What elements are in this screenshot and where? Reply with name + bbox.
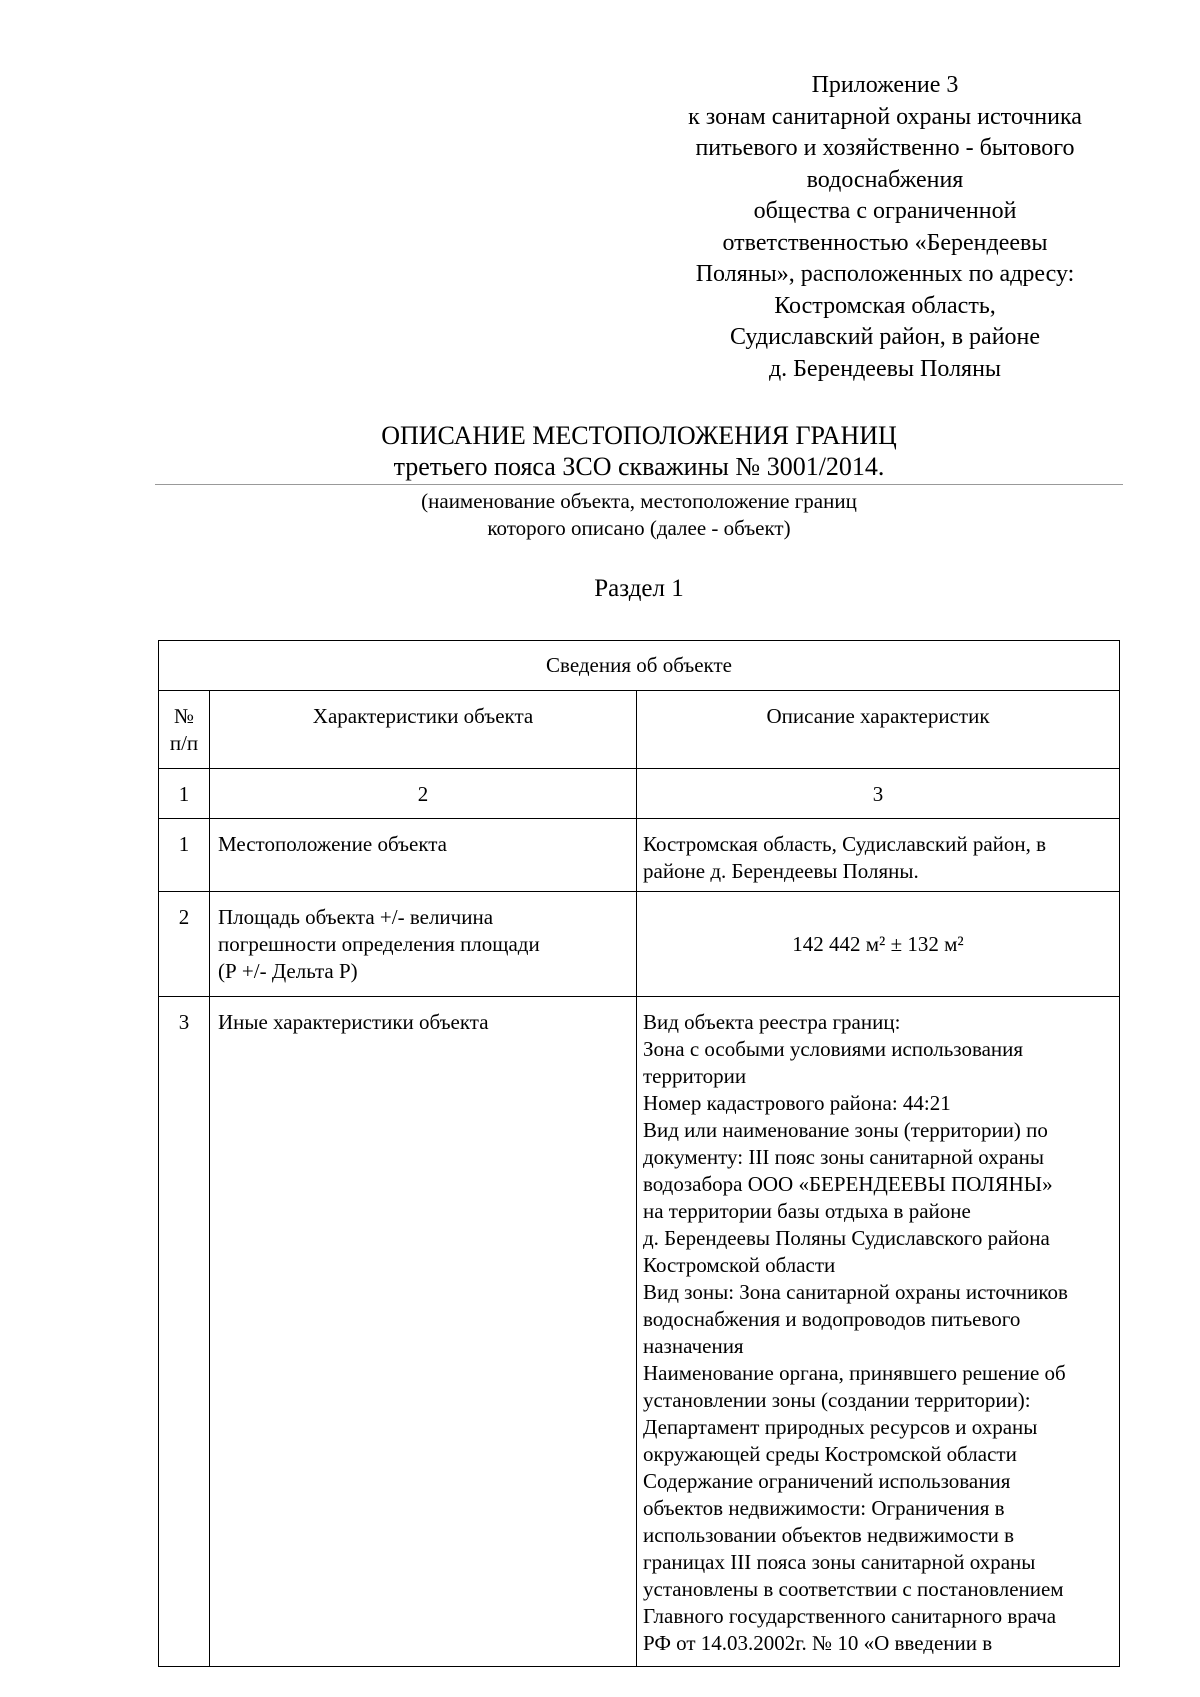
description-line: водоснабжения и водопроводов питьевого [643,1307,1021,1331]
description-line: объектов недвижимости: Ограничения в [643,1496,1005,1520]
description-line: границах III пояса зоны санитарной охраны [643,1550,1036,1574]
header-num [159,691,210,769]
description-line: Вид зоны: Зона санитарной охраны источников [643,1280,1068,1304]
appendix-line: Приложение 3 [811,72,959,98]
description-line: Департамент природных ресурсов и охраны [643,1415,1038,1439]
name-line: Площадь объекта +/- величина [218,905,494,929]
description-line: использовании объектов недвижимости в [643,1523,1015,1547]
table-row [159,892,1120,997]
row-name: Иные характеристики объекта [210,997,637,1667]
description-line: Вид или наименование зоны (территории) по [643,1118,1048,1142]
title-line-2: третьего пояса ЗСО скважины № 3001/2014. [393,452,885,481]
appendix-line: Костромская область, [774,292,996,319]
appendix-line: общества с ограниченной [753,198,1017,224]
description-line: Костромской области [643,1253,836,1277]
appendix-line: питьевого и хозяйственно - бытового [695,135,1075,161]
description-line: д. Берендеевы Поляны Судиславского района [643,1226,1050,1250]
appendix-line: Судиславский район, в районе [729,324,1041,350]
index-cell: 3 [637,769,1120,819]
description-line: Костромская область, Судиславский район, в [643,832,1047,856]
description-line: Номер кадастрового района: 44:21 [643,1091,951,1115]
section-heading: Раздел 1 [594,575,684,602]
description-line: территории [643,1064,747,1088]
header-description: Описание характеристик [637,691,1120,769]
appendix-line: д. Берендеевы Поляны [768,355,1002,382]
appendix-line: ответственностью «Берендеевы [722,229,1048,256]
description-line: на территории базы отдыха в районе [643,1199,971,1223]
description-line: районе д. Берендеевы Поляны. [643,859,919,883]
description-line: Зона с особыми условиями использования [643,1037,1024,1061]
note-line-1: (наименование объекта, местоположение границ [421,489,857,513]
description-line: Содержание ограничений использования [643,1469,1011,1493]
row-num: 3 [159,997,210,1667]
header-characteristic: Характеристики объекта [210,691,637,769]
table-row [159,819,1120,892]
name-line: (Р +/- Дельта Р) [218,959,358,983]
description-line: документу: III пояс зоны санитарной охраны [643,1145,1044,1169]
name-line: погрешности определения площади [218,932,540,956]
description-line: Вид объекта реестра границ: [643,1010,901,1034]
description-line: окружающей среды Костромской области [643,1442,1017,1466]
description-line: установлении зоны (создании территории): [643,1388,1031,1412]
title-underline [155,484,1123,485]
object-info-table [158,640,1120,1667]
table-caption-row [159,641,1120,691]
description-line: водозабора ООО «БЕРЕНДЕЕВЫ ПОЛЯНЫ» [643,1172,1053,1196]
description-line: назначения [643,1334,744,1358]
row-num: 2 [159,892,210,997]
index-cell: 2 [210,769,637,819]
table-row [159,997,1120,1667]
description-line: РФ от 14.03.2002г. № 10 «О введении в [643,1631,993,1655]
title-line-1: ОПИСАНИЕ МЕСТОПОЛОЖЕНИЯ ГРАНИЦ [381,421,897,450]
description-line: Наименование органа, принявшего решение об [643,1361,1066,1385]
appendix-line: водоснабжения [806,166,964,193]
row-description [637,819,1120,892]
document-title [155,420,1123,482]
description-line: установлены в соответствии с постановлением [643,1577,1064,1601]
header-num-line: п/п [169,731,199,755]
table-caption: Сведения об объекте [159,641,1120,691]
title-note [155,488,1123,542]
appendix-header [655,70,1115,385]
row-name [210,892,637,997]
description-line: Главного государственного санитарного врача [643,1604,1057,1628]
row-name: Местоположение объекта [210,819,637,892]
note-line-2: которого описано (далее - объект) [487,516,791,540]
appendix-line: Поляны», расположенных по адресу: [695,261,1075,287]
header-num-line: № [173,704,195,728]
index-cell: 1 [159,769,210,819]
table-index-row [159,769,1120,819]
appendix-line: к зонам санитарной охраны источника [688,103,1082,130]
row-num: 1 [159,819,210,892]
row-description [637,997,1120,1667]
area-value: 142 442 м² ± 132 м² [637,892,1120,997]
table-header-row [159,691,1120,769]
